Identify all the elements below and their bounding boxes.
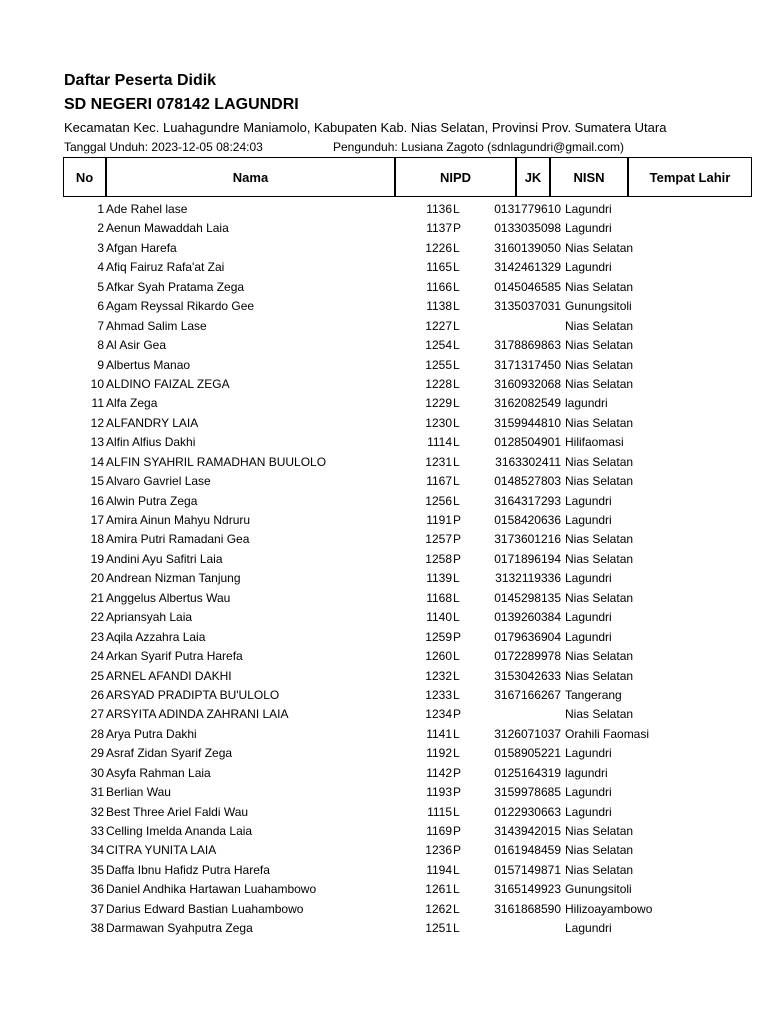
cell-nipd: 1137 — [426, 221, 452, 236]
cell-jk: L — [453, 435, 460, 450]
cell-tempat-lahir: Lagundri — [565, 493, 612, 508]
cell-nipd: 1114 — [427, 435, 452, 450]
cell-nisn: 0171896194 — [494, 551, 561, 566]
cell-nama: Asyfa Rahman Laia — [106, 765, 211, 780]
cell-no: 12 — [90, 415, 104, 430]
table-header — [63, 157, 731, 199]
cell-nama: Celling Imelda Ananda Laia — [106, 824, 253, 838]
cell-tempat-lahir: Hilizoayambowo — [565, 901, 653, 916]
cell-no: 35 — [90, 862, 104, 877]
cell-tempat-lahir: Nias Selatan — [565, 824, 634, 838]
cell-nisn: 3163302411 — [495, 454, 561, 469]
cell-nama: ALFIN SYAHRIL RAMADHAN BUULOLO — [106, 454, 327, 469]
header-nisn: NISN — [550, 157, 628, 197]
cell-nama: Al Asir Gea — [106, 338, 167, 353]
table-row — [0, 919, 768, 938]
cell-nama: Best Three Ariel Faldi Wau — [106, 804, 249, 819]
download-date: Tanggal Unduh: 2023-12-05 08:24:03 — [64, 140, 263, 154]
cell-tempat-lahir: Nias Selatan — [565, 590, 634, 605]
table-row — [0, 589, 768, 608]
table-row — [0, 511, 768, 530]
cell-no: 21 — [90, 590, 104, 605]
cell-no: 31 — [90, 785, 104, 800]
cell-nama: Ade Rahel lase — [106, 202, 188, 216]
table-row — [0, 744, 768, 763]
table-row — [0, 356, 768, 375]
cell-nama: ALDINO FAIZAL ZEGA — [106, 376, 230, 391]
cell-jk: L — [453, 415, 460, 430]
cell-nisn: 3165149923 — [494, 882, 561, 897]
cell-nisn: 0125164319 — [494, 765, 561, 780]
cell-nama: Afiq Fairuz Rafa'at Zai — [106, 260, 225, 275]
cell-nama: Aenun Mawaddah Laia — [106, 221, 229, 236]
cell-tempat-lahir: Nias Selatan — [565, 357, 634, 372]
cell-nama: Asraf Zidan Syarif Zega — [106, 746, 233, 761]
cell-nipd: 1165 — [426, 260, 452, 275]
cell-nisn: 3164317293 — [494, 493, 561, 508]
cell-jk: P — [453, 513, 462, 527]
cell-nama: Andini Ayu Safitri Laia — [106, 551, 223, 566]
cell-nisn: 3167166267 — [494, 687, 561, 702]
table-row — [0, 686, 768, 705]
cell-nipd: 1259 — [425, 629, 452, 644]
cell-nama: Amira Putri Ramadani Gea — [106, 532, 250, 547]
cell-nipd: 1231 — [425, 454, 452, 469]
table-row — [0, 530, 768, 549]
cell-no: 9 — [97, 357, 104, 372]
cell-tempat-lahir: Hilifaomasi — [565, 435, 624, 450]
cell-nisn: 0179636904 — [494, 629, 561, 644]
cell-nama: ALFANDRY LAIA — [106, 415, 199, 430]
cell-jk: P — [453, 221, 462, 236]
cell-nisn: 3162082549 — [494, 396, 561, 411]
cell-nipd: 1257 — [425, 532, 452, 547]
cell-nama: Aqila Azzahra Laia — [106, 629, 206, 644]
cell-no: 3 — [97, 240, 104, 255]
cell-jk: L — [453, 260, 460, 275]
cell-nama: Alvaro Gavriel Lase — [106, 474, 211, 489]
cell-nisn: 3153042633 — [494, 668, 561, 683]
cell-no: 6 — [97, 299, 104, 314]
table-row — [0, 861, 768, 880]
cell-nipd: 1255 — [425, 357, 452, 372]
cell-tempat-lahir: Nias Selatan — [565, 668, 634, 683]
cell-nisn: 3159978685 — [494, 785, 561, 800]
cell-nisn: 0158905221 — [494, 746, 561, 761]
table-row — [0, 608, 768, 627]
cell-nisn: 3143942015 — [494, 824, 561, 838]
school-location: Kecamatan Kec. Luahagundre Maniamolo, Kabupaten Kab. Nias Selatan, Provinsi Prov. Sumatera Utara — [64, 120, 667, 135]
cell-jk: L — [453, 357, 460, 372]
cell-nisn: 0122930663 — [494, 804, 561, 819]
cell-nisn: 3161868590 — [494, 901, 561, 916]
cell-nipd: 1136 — [426, 202, 452, 216]
cell-no: 33 — [90, 824, 104, 838]
table-row — [0, 550, 768, 569]
table-row — [0, 239, 768, 258]
cell-tempat-lahir: Nias Selatan — [565, 474, 634, 489]
cell-jk: L — [453, 804, 460, 819]
cell-jk: L — [453, 338, 460, 353]
cell-nipd: 1115 — [427, 804, 452, 819]
cell-nama: Daniel Andhika Hartawan Luahambowo — [106, 882, 317, 897]
cell-nipd: 1256 — [425, 493, 452, 508]
table-row — [0, 764, 768, 783]
cell-nipd: 1230 — [425, 415, 452, 430]
cell-no: 27 — [90, 707, 104, 722]
table-row — [0, 278, 768, 297]
cell-nipd: 1142 — [426, 765, 452, 780]
cell-tempat-lahir: Gunungsitoli — [565, 299, 632, 314]
cell-jk: L — [453, 279, 460, 294]
cell-no: 10 — [90, 376, 104, 391]
cell-nipd: 1167 — [426, 474, 452, 489]
cell-no: 34 — [90, 843, 104, 858]
cell-jk: L — [453, 590, 460, 605]
cell-no: 20 — [90, 571, 104, 586]
cell-nipd: 1234 — [425, 707, 452, 722]
cell-nisn: 3126071037 — [494, 726, 561, 741]
cell-tempat-lahir: Gunungsitoli — [565, 882, 632, 897]
cell-nama: Arkan Syarif Putra Harefa — [106, 649, 243, 664]
cell-nama: ARNEL AFANDI DAKHI — [106, 668, 232, 683]
cell-no: 11 — [91, 396, 104, 411]
cell-no: 8 — [97, 338, 104, 353]
cell-nama: Ahmad Salim Lase — [106, 318, 207, 333]
cell-jk: L — [453, 376, 460, 391]
table-row — [0, 200, 768, 219]
cell-no: 2 — [97, 221, 104, 236]
cell-nama: Darmawan Syahputra Zega — [106, 921, 253, 936]
table-row — [0, 900, 768, 919]
table-row — [0, 569, 768, 588]
cell-nama: Agam Reyssal Rikardo Gee — [106, 299, 255, 314]
cell-nisn: 3173601216 — [494, 532, 561, 547]
cell-tempat-lahir: Nias Selatan — [565, 338, 634, 353]
cell-nipd: 1262 — [425, 901, 452, 916]
cell-nisn: 0133035098 — [494, 221, 561, 236]
cell-tempat-lahir: Lagundri — [565, 571, 612, 586]
cell-tempat-lahir: Nias Selatan — [565, 551, 634, 566]
cell-nisn: 0131779610 — [494, 202, 561, 216]
cell-nipd: 1191 — [426, 513, 452, 527]
cell-tempat-lahir: Tangerang — [565, 687, 622, 702]
cell-nama: Andrean Nizman Tanjung — [106, 571, 241, 586]
school-name: SD NEGERI 078142 LAGUNDRI — [64, 96, 299, 113]
cell-nipd: 1229 — [425, 396, 452, 411]
cell-no: 13 — [90, 435, 104, 450]
cell-nisn: 3178869863 — [494, 338, 561, 353]
cell-no: 4 — [97, 260, 104, 275]
table-row — [0, 394, 768, 413]
cell-jk: L — [453, 318, 460, 333]
cell-jk: P — [453, 707, 462, 722]
table-row — [0, 783, 768, 802]
cell-nisn: 0161948459 — [494, 843, 561, 858]
cell-nisn: 0157149871 — [494, 862, 561, 877]
header-nama: Nama — [106, 157, 395, 197]
header-tempat-lahir: Tempat Lahir — [628, 157, 752, 197]
cell-nisn: 3159944810 — [494, 415, 561, 430]
cell-no: 15 — [90, 474, 104, 489]
cell-jk: L — [453, 299, 460, 314]
cell-tempat-lahir: lagundri — [565, 396, 608, 411]
header-nipd: NIPD — [395, 157, 516, 197]
cell-tempat-lahir: Lagundri — [565, 746, 612, 761]
table-row — [0, 822, 768, 841]
cell-no: 38 — [90, 921, 104, 936]
cell-tempat-lahir: Nias Selatan — [565, 532, 634, 547]
cell-nipd: 1232 — [425, 668, 452, 683]
cell-nipd: 1226 — [425, 240, 452, 255]
cell-jk: P — [453, 765, 462, 780]
table-row — [0, 453, 768, 472]
cell-jk: L — [453, 921, 460, 936]
cell-nisn: 0148527803 — [494, 474, 561, 489]
cell-nama: Apriansyah Laia — [106, 610, 193, 625]
cell-nipd: 1139 — [426, 571, 452, 586]
cell-no: 30 — [90, 765, 104, 780]
cell-no: 37 — [90, 901, 104, 916]
cell-tempat-lahir: Lagundri — [565, 804, 612, 819]
cell-nisn: 0139260384 — [494, 610, 561, 625]
cell-nisn: 3135037031 — [494, 299, 561, 314]
header-jk: JK — [516, 157, 550, 197]
table-row — [0, 667, 768, 686]
cell-nipd: 1236 — [425, 843, 452, 858]
cell-no: 5 — [97, 279, 104, 294]
cell-tempat-lahir: Nias Selatan — [565, 318, 634, 333]
cell-nama: Alfa Zega — [106, 396, 158, 411]
cell-tempat-lahir: Nias Selatan — [565, 454, 634, 469]
cell-nipd: 1260 — [425, 649, 452, 664]
cell-tempat-lahir: Lagundri — [565, 202, 612, 216]
table-row — [0, 219, 768, 238]
cell-nipd: 1251 — [425, 921, 452, 936]
cell-nipd: 1141 — [426, 726, 452, 741]
cell-no: 17 — [90, 513, 104, 527]
cell-jk: P — [453, 551, 462, 566]
cell-nipd: 1168 — [426, 590, 452, 605]
cell-nipd: 1138 — [426, 299, 452, 314]
table-row — [0, 880, 768, 899]
cell-jk: L — [453, 726, 460, 741]
cell-tempat-lahir: Lagundri — [565, 513, 612, 527]
table-row — [0, 317, 768, 336]
table-row — [0, 336, 768, 355]
cell-nisn: 3142461329 — [494, 260, 561, 275]
cell-tempat-lahir: Lagundri — [565, 921, 612, 936]
cell-jk: L — [453, 746, 460, 761]
cell-jk: L — [453, 202, 460, 216]
cell-jk: P — [453, 629, 462, 644]
cell-nipd: 1233 — [425, 687, 452, 702]
cell-no: 7 — [97, 318, 104, 333]
cell-nisn: 0145298135 — [494, 590, 561, 605]
cell-jk: P — [453, 785, 462, 800]
cell-nisn: 0158420636 — [494, 513, 561, 527]
cell-jk: L — [453, 240, 460, 255]
table-row — [0, 628, 768, 647]
cell-nama: ARSYAD PRADIPTA BU'ULOLO — [106, 687, 280, 702]
cell-tempat-lahir: Nias Selatan — [565, 279, 634, 294]
cell-no: 29 — [90, 746, 104, 761]
cell-jk: L — [453, 396, 460, 411]
cell-jk: P — [453, 532, 462, 547]
cell-nama: Amira Ainun Mahyu Ndruru — [106, 513, 251, 527]
cell-jk: L — [453, 474, 460, 489]
table-row — [0, 841, 768, 860]
cell-tempat-lahir: Orahili Faomasi — [565, 726, 650, 741]
table-row — [0, 725, 768, 744]
table-row — [0, 803, 768, 822]
cell-nama: Albertus Manao — [106, 357, 191, 372]
cell-jk: L — [453, 882, 460, 897]
table-row — [0, 492, 768, 511]
cell-no: 19 — [90, 551, 104, 566]
cell-nisn: 3171317450 — [494, 357, 561, 372]
cell-nipd: 1254 — [425, 338, 452, 353]
student-table-body — [0, 200, 768, 939]
cell-nipd: 1258 — [425, 551, 452, 566]
cell-jk: L — [453, 493, 460, 508]
cell-nama: Afkar Syah Pratama Zega — [106, 279, 245, 294]
table-row — [0, 297, 768, 316]
cell-no: 26 — [90, 687, 104, 702]
cell-jk: L — [453, 862, 460, 877]
cell-jk: L — [453, 687, 460, 702]
cell-tempat-lahir: Lagundri — [565, 610, 612, 625]
cell-no: 25 — [90, 668, 104, 683]
cell-tempat-lahir: Nias Selatan — [565, 376, 634, 391]
cell-no: 36 — [90, 882, 104, 897]
cell-tempat-lahir: Nias Selatan — [565, 649, 634, 664]
cell-nipd: 1192 — [426, 746, 452, 761]
cell-no: 28 — [90, 726, 104, 741]
cell-jk: L — [453, 901, 460, 916]
cell-nipd: 1194 — [426, 862, 452, 877]
cell-nipd: 1228 — [425, 376, 452, 391]
cell-jk: L — [453, 668, 460, 683]
cell-nipd: 1166 — [426, 279, 452, 294]
table-row — [0, 472, 768, 491]
cell-jk: L — [453, 454, 460, 469]
cell-tempat-lahir: Lagundri — [565, 629, 612, 644]
cell-jk: L — [453, 610, 460, 625]
cell-no: 1 — [97, 202, 104, 216]
cell-no: 24 — [90, 649, 104, 664]
cell-nama: Afgan Harefa — [106, 240, 177, 255]
cell-jk: L — [453, 571, 460, 586]
cell-no: 18 — [90, 532, 104, 547]
cell-nipd: 1227 — [425, 318, 452, 333]
cell-nama: Darius Edward Bastian Luahambowo — [106, 901, 304, 916]
table-row — [0, 705, 768, 724]
cell-tempat-lahir: Nias Selatan — [565, 843, 634, 858]
cell-jk: P — [453, 824, 462, 838]
cell-tempat-lahir: Nias Selatan — [565, 240, 634, 255]
cell-nama: CITRA YUNITA LAIA — [106, 843, 217, 858]
table-row — [0, 375, 768, 394]
cell-tempat-lahir: Nias Selatan — [565, 415, 634, 430]
cell-nama: Alwin Putra Zega — [106, 493, 198, 508]
cell-nama: Arya Putra Dakhi — [106, 726, 197, 741]
cell-tempat-lahir: Nias Selatan — [565, 862, 634, 877]
cell-no: 23 — [90, 629, 104, 644]
cell-no: 22 — [90, 610, 104, 625]
cell-nisn: 3160139050 — [494, 240, 561, 255]
cell-tempat-lahir: Nias Selatan — [565, 707, 634, 722]
cell-no: 14 — [90, 454, 104, 469]
cell-nipd: 1140 — [426, 610, 452, 625]
cell-nama: Anggelus Albertus Wau — [106, 590, 231, 605]
downloader-info: Pengunduh: Lusiana Zagoto (sdnlagundri@gmail.com) — [333, 140, 625, 154]
cell-nama: Berlian Wau — [106, 785, 171, 800]
cell-nama: Alfin Alfius Dakhi — [106, 435, 196, 450]
cell-tempat-lahir: Lagundri — [565, 221, 612, 236]
cell-nisn: 0128504901 — [494, 435, 561, 450]
cell-nisn: 0145046585 — [494, 279, 561, 294]
document-title: Daftar Peserta Didik — [64, 72, 217, 89]
cell-nipd: 1193 — [426, 785, 452, 800]
cell-jk: P — [453, 843, 462, 858]
cell-tempat-lahir: Lagundri — [565, 260, 612, 275]
cell-tempat-lahir: Lagundri — [565, 785, 612, 800]
cell-nipd: 1169 — [426, 824, 452, 838]
cell-no: 32 — [90, 804, 104, 819]
table-row — [0, 647, 768, 666]
cell-nama: ARSYITA ADINDA ZAHRANI LAIA — [106, 707, 289, 722]
cell-nipd: 1261 — [425, 882, 452, 897]
table-row — [0, 433, 768, 452]
table-row — [0, 258, 768, 277]
cell-nisn: 3132119336 — [495, 571, 561, 586]
cell-no: 16 — [90, 493, 104, 508]
cell-nama: Daffa Ibnu Hafidz Putra Harefa — [106, 862, 270, 877]
cell-jk: L — [453, 649, 460, 664]
table-row — [0, 414, 768, 433]
cell-nisn: 3160932068 — [494, 376, 561, 391]
cell-nisn: 0172289978 — [494, 649, 561, 664]
header-no: No — [63, 157, 106, 197]
cell-tempat-lahir: lagundri — [565, 765, 608, 780]
